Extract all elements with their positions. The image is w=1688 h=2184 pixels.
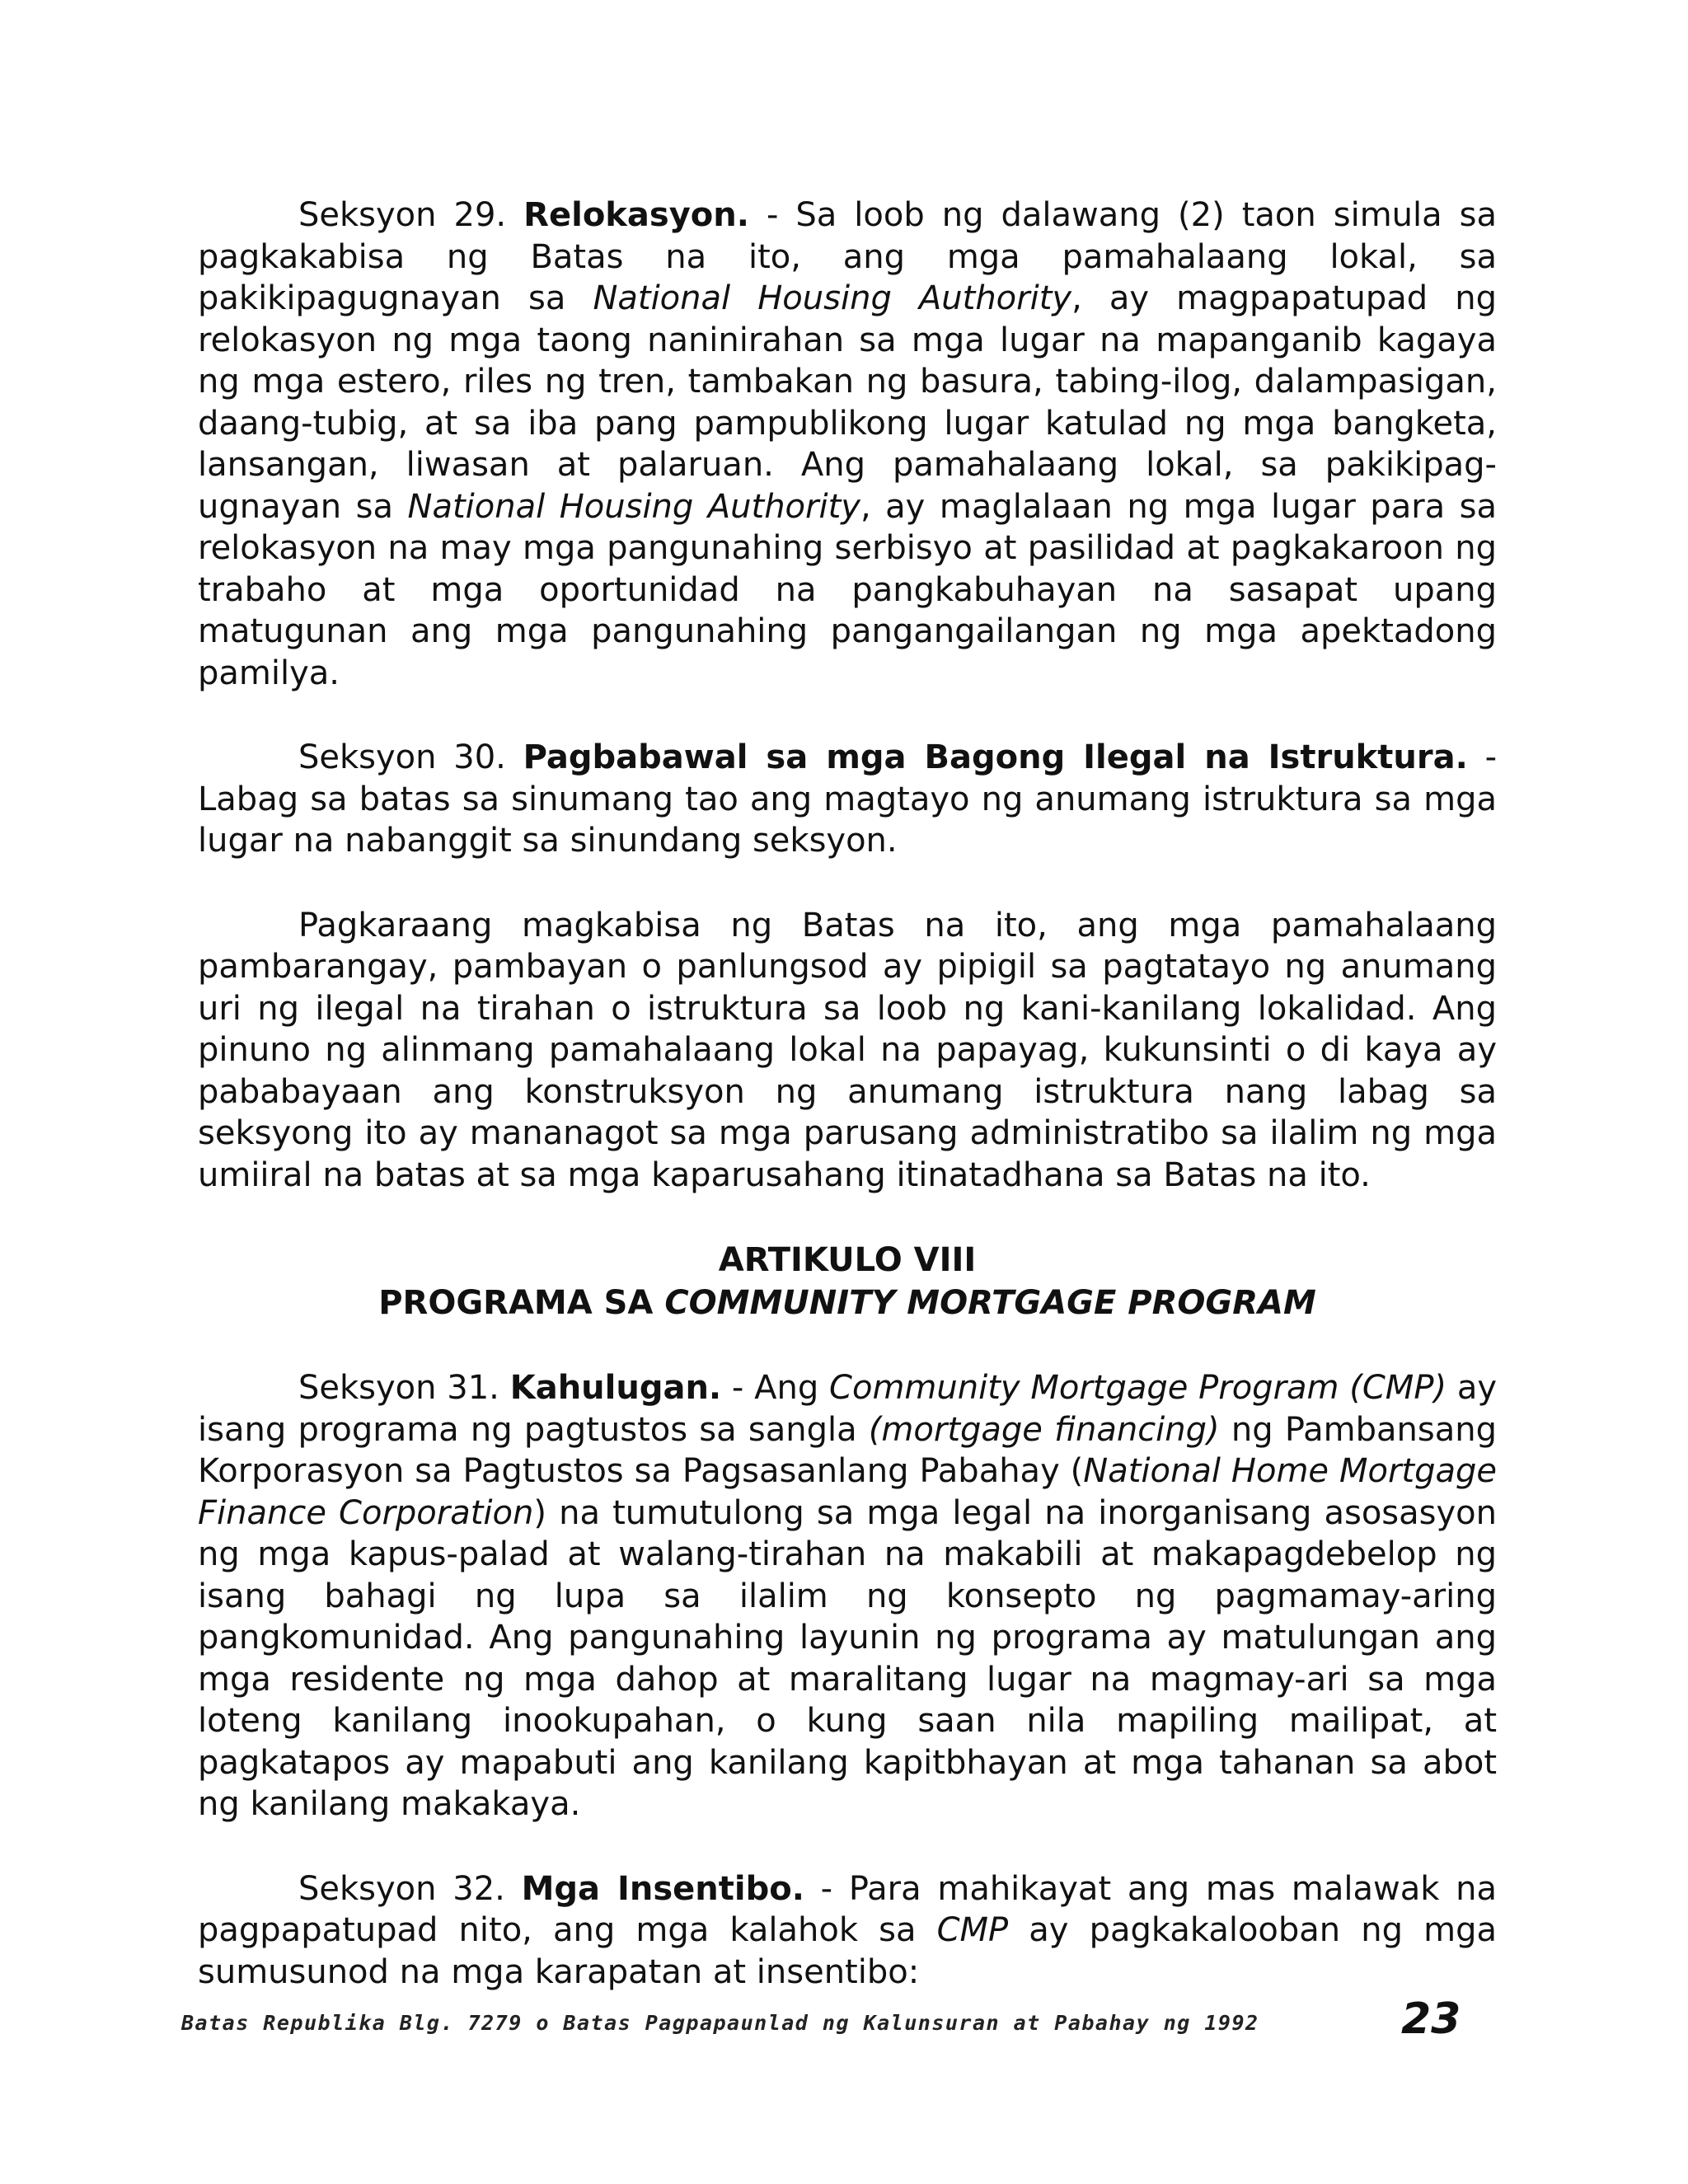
section-31-text-1: - Ang xyxy=(721,1369,830,1407)
section-31-text-3: ng Pambansang Korporasyon sa Pagtustos sa Pagsasanlang Pabahay ( xyxy=(198,1410,1497,1490)
footer-citation: Batas Republika Blg. 7279 o Batas Pagpapaunlad ng Kalunsuran at Pabahay ng 1992 xyxy=(181,2011,1259,2035)
section-32-italic-1: CMP xyxy=(936,1911,1009,1949)
article-title-prefix: PROGRAMA SA xyxy=(378,1284,665,1322)
section-29-text-1: - Sa loob ng dalawang (2) taon simula sa pagkakabisa ng Batas na ito, ang mga pamahalaang lokal, sa pakikipagugnayan sa xyxy=(198,196,1498,317)
section-32-text-2: ay pagkakalooban ng mga sumusunod na mga karapatan at insentibo: xyxy=(198,1911,1498,1991)
article-title-italic: COMMUNITY MORTGAGE PROGRAM xyxy=(664,1284,1316,1322)
section-29-italic-2: National Housing Authority xyxy=(407,487,860,526)
section-30-paragraph-2: Pagkaraang magkabisa ng Batas na ito, ang mga pamahalaang pambarangay, pambayan o panlungsod ay pipigil sa pagtatayo ng anumang uri ng ilegal na tirahan o istruktura sa loob ng kani-kanilang lokalidad. Ang pinuno ng alinmang pamahalaang lokal na papayag, kukunsinti o di kaya ay pababayaan ang konstruksyon ng anumang istruktura nang labag sa seksyong ito ay mananagot sa mga parusang administratibo sa ilalim ng mga umiiral na batas at sa mga kaparusahang itinatadhana sa Batas na ito. xyxy=(198,906,1497,1194)
page-number: 23 xyxy=(1401,1994,1461,2044)
section-30-title: Pagbabawal sa mga Bagong Ilegal na Istruktura. xyxy=(523,738,1468,776)
section-31-italic-3: National Home Mortgage Finance Corporation xyxy=(198,1452,1497,1532)
section-31-text-2: ay isang programa ng pagtustos sa sangla xyxy=(198,1369,1498,1449)
section-31-title: Kahulugan. xyxy=(509,1369,722,1407)
section-31-italic-2: (mortgage financing) xyxy=(868,1410,1220,1449)
section-29-text-3: , ay maglalaan ng mga lugar para sa relokasyon na may mga pangunahing serbisyo at pasilidad at pagkakaroon ng trabaho at mga oportunidad na pangkabuhayan na sasapat upang matugunan ang mga pangunahing pangangailangan ng mga apektadong pamilya. xyxy=(198,487,1498,692)
section-30 xyxy=(198,737,1497,862)
section-29-title: Relokasyon. xyxy=(523,196,749,234)
article-title xyxy=(198,1282,1497,1324)
page-body xyxy=(198,194,1497,1993)
section-30-text-1: - Labag sa batas sa sinumang tao ang magtayo ng anumang istruktura sa mga lugar na nabanggit sa sinundang seksyon. xyxy=(198,738,1498,860)
section-29-label: Seksyon 29. xyxy=(298,196,507,234)
section-31 xyxy=(198,1367,1497,1825)
section-32-label: Seksyon 32. xyxy=(298,1869,505,1908)
section-31-label: Seksyon 31. xyxy=(298,1369,499,1407)
section-31-italic-1: Community Mortgage Program (CMP) xyxy=(829,1369,1447,1407)
section-29-italic-1: National Housing Authority xyxy=(593,279,1072,317)
section-32-title: Mga Insentibo. xyxy=(521,1869,804,1908)
section-32-text-1: - Para mahikayat ang mas malawak na pagpapatupad nito, ang mga kalahok sa xyxy=(198,1869,1498,1949)
section-32 xyxy=(198,1868,1497,1994)
section-29-text-2: , ay magpapatupad ng relokasyon ng mga taong naninirahan sa mga lugar na mapanganib kagaya ng mga estero, riles ng tren, tambakan ng basura, tabing-ilog, dalampasigan, daang-tubig, at sa iba pang pampublikong lugar katulad ng mga bangketa, lansangan, liwasan at palaruan. Ang pamahalaang lokal, sa pakikipag-ugnayan sa xyxy=(198,279,1498,526)
section-29 xyxy=(198,194,1497,694)
article-heading xyxy=(198,1239,1497,1324)
section-30-label: Seksyon 30. xyxy=(298,738,506,776)
article-number: ARTIKULO VIII xyxy=(718,1241,977,1279)
section-31-text-4: ) na tumutulong sa mga legal na inorganisang asosasyon ng mga kapus-palad at walang-tirahan na makabili at makapagdebelop ng isang bahagi ng lupa sa ilalim ng konsepto ng pagmamay-aring pangkomunidad. Ang pangunahing layunin ng programa ay matulungan ang mga residente ng mga dahop at maralitang lugar na magmay-ari sa mga loteng kanilang inookupahan, o kung saan nila mapiling mailipat, at pagkatapos ay mapabuti ang kanilang kapitbhayan at mga tahanan sa abot ng kanilang makakaya. xyxy=(198,1493,1497,1823)
